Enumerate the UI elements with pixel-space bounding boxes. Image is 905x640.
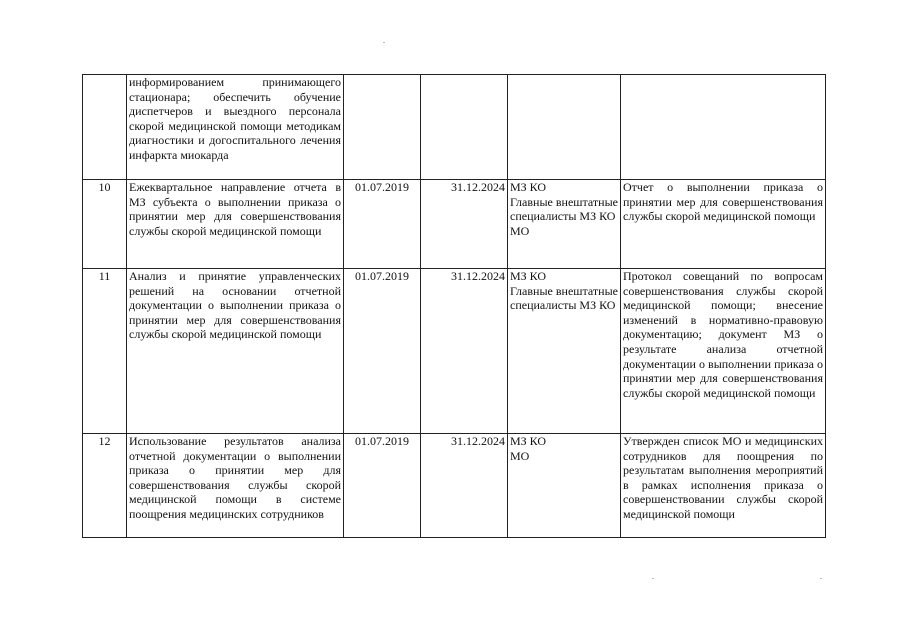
task-cell: Ежеквартальное направление отчета в МЗ субъекта о выполнении приказа о принятии мер для совершенствования службы скорой медицинской помощи	[127, 180, 344, 269]
start-date-cell: 01.07.2019	[344, 269, 421, 434]
end-date-cell: 31.12.2024	[421, 434, 508, 538]
responsible-cell	[508, 269, 621, 434]
responsible-line: МЗ КО	[510, 434, 547, 448]
result-cell: Утвержден список МО и медицинских сотрудников для поощрения по результатам выполнения мероприятий в рамках исполнения приказа о совершенствовании службы скорой медицинской помощи	[621, 434, 826, 538]
row-number	[83, 75, 127, 180]
table-row	[83, 434, 826, 538]
task-cell: Анализ и принятие управленческих решений на основании отчетной документации о выполнении приказа о принятии мер для совершенствования службы скорой медицинской помощи	[127, 269, 344, 434]
row-number: 12	[83, 434, 127, 538]
task-cell: Использование результатов анализа отчетной документации о выполнении приказа о принятии мер для совершенствования службы скорой медицинской помощи в системе поощрения медицинских сотрудников	[127, 434, 344, 538]
table-row	[83, 269, 826, 434]
result-cell: Протокол совещаний по вопросам совершенствования службы скорой медицинской помощи; внесение изменений в нормативно-правовую документацию; документ МЗ о результате анализа отчетной документации о выполнении приказа о принятии мер для совершенствования службы скорой медицинской помощи	[621, 269, 826, 434]
responsible-cell	[508, 180, 621, 269]
responsible-cell	[508, 434, 621, 538]
row-number: 10	[83, 180, 127, 269]
task-cell: информированием принимающего стационара; обеспечить обучение диспетчеров и выездного персонала скорой медицинской помощи методикам диагностики и догоспитального лечения инфаркта миокарда	[127, 75, 344, 180]
result-cell	[621, 75, 826, 180]
table-row	[83, 180, 826, 269]
scan-speck	[383, 42, 385, 43]
result-cell: Отчет о выполнении приказа о принятии мер для совершенствования службы скорой медицинской помощи	[621, 180, 826, 269]
table-row	[83, 75, 826, 180]
responsible-line: МЗ КО	[510, 269, 547, 283]
start-date-cell	[344, 75, 421, 180]
responsible-line: МО	[510, 223, 530, 238]
responsible-line: Главные внештатные специалисты МЗ КО	[510, 194, 618, 224]
end-date-cell	[421, 75, 508, 180]
responsible-cell	[508, 75, 621, 180]
scan-speck	[820, 578, 822, 579]
responsible-line: Главные внештатные специалисты МЗ КО	[510, 283, 618, 313]
start-date-cell: 01.07.2019	[344, 434, 421, 538]
responsible-line: МЗ КО	[510, 180, 547, 194]
row-number: 11	[83, 269, 127, 434]
end-date-cell: 31.12.2024	[421, 269, 508, 434]
scan-speck	[652, 578, 654, 579]
responsible-line: МО	[510, 448, 530, 463]
start-date-cell: 01.07.2019	[344, 180, 421, 269]
end-date-cell: 31.12.2024	[421, 180, 508, 269]
measures-table	[82, 74, 826, 538]
